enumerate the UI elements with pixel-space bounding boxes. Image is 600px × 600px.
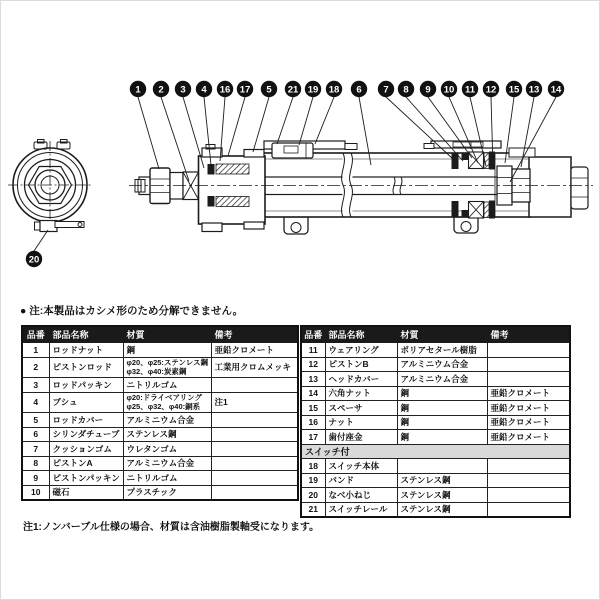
part-material: アルミニウム合金 [397,357,487,372]
part-remark [211,485,298,500]
part-name: ロッドパッキン [49,378,123,393]
callout-number: 9 [425,84,431,96]
part-name: ヘッドカバー [325,372,397,387]
part-row [301,386,570,401]
callout-number: 17 [239,84,251,96]
callout-number: 19 [307,84,319,96]
part-no: 17 [301,430,325,445]
callout-number: 3 [180,84,186,96]
callout-number: 14 [550,84,562,96]
part-no: 2 [22,357,49,378]
part-remark [487,372,570,387]
part-remark [211,427,298,442]
part-no: 14 [301,386,325,401]
callout-number: 21 [287,84,299,96]
part-material: ウレタンゴム [123,442,211,457]
switch-band-label: スイッチ付 [301,444,570,459]
assembly-note [20,303,243,318]
column-header: 材質 [123,326,211,343]
part-row [22,485,298,500]
part-material: ステンレス鋼 [123,427,211,442]
part-no: 12 [301,357,325,372]
part-no: 18 [301,459,325,474]
part-name: ピストンA [49,456,123,471]
part-row [22,343,298,358]
part-name: 歯付座金 [325,430,397,445]
part-material: ステンレス鋼 [397,502,487,517]
part-row [22,392,298,413]
end-view [8,140,93,232]
switch-bracket [40,221,57,232]
column-header: 材質 [397,326,487,343]
callout-number: 20 [28,254,40,266]
part-name: ナット [325,415,397,430]
callout-number: 7 [383,84,389,96]
part-no: 15 [301,401,325,416]
part-remark [211,442,298,457]
part-no: 11 [301,343,325,358]
part-no: 20 [301,488,325,503]
part-row [22,442,298,457]
part-remark [487,459,570,474]
part-material: 鋼 [397,386,487,401]
part-material: 鋼 [397,415,487,430]
part-row [22,427,298,442]
part-name: スイッチレール [325,502,397,517]
part-material: φ20、φ25:ステンレス鋼 φ32、φ40:炭素鋼 [123,357,211,378]
parts-table-left [21,325,299,501]
part-no: 8 [22,456,49,471]
column-header: 備考 [487,326,570,343]
part-row [22,413,298,428]
part-row [301,401,570,416]
part-material: アルミニウム合金 [123,413,211,428]
part-row [301,502,570,517]
part-no: 1 [22,343,49,358]
part-no: 7 [22,442,49,457]
part-row [22,471,298,486]
part-remark: 亜鉛クロメート [487,401,570,416]
part-remark: 注1 [211,392,298,413]
column-header: 備考 [211,326,298,343]
part-name: ブシュ [49,392,123,413]
part-row [301,372,570,387]
part-remark: 亜鉛クロメート [487,430,570,445]
part-name: なべ小ねじ [325,488,397,503]
part-material [397,459,487,474]
parts-table-right [300,325,571,518]
callout-number: 5 [266,84,272,96]
part-no: 21 [301,502,325,517]
part-remark [487,488,570,503]
part-row [301,357,570,372]
switch-body [272,143,313,158]
part-name: ピストンパッキン [49,471,123,486]
part-remark [487,502,570,517]
part-no: 3 [22,378,49,393]
part-material: 鋼 [123,343,211,358]
callout-number: 12 [485,84,497,96]
column-header: 部品名称 [325,326,397,343]
part-remark [211,471,298,486]
column-header: 部品名称 [49,326,123,343]
part-name: バンド [325,473,397,488]
part-row [22,378,298,393]
part-remark: 工業用クロムメッキ [211,357,298,378]
part-name: ピストンロッド [49,357,123,378]
callout-number: 10 [443,84,455,96]
assembly-note-text: 注:本製品はカシメ形のため分解できません。 [29,305,244,317]
part-material: アルミニウム合金 [397,372,487,387]
part-no: 19 [301,473,325,488]
part-remark [487,473,570,488]
callout-number: 13 [528,84,540,96]
callout-number: 11 [464,84,476,96]
part-remark: 亜鉛クロメート [211,343,298,358]
part-row [22,456,298,471]
part-material: 鋼 [397,430,487,445]
part-material: 鋼 [397,401,487,416]
part-row [301,488,570,503]
part-material: ニトリルゴム [123,378,211,393]
callout-number: 4 [201,84,207,96]
column-header: 品番 [22,326,49,343]
part-row [301,343,570,358]
part-no: 9 [22,471,49,486]
switch-band-row [301,444,570,459]
callout-number: 8 [403,84,409,96]
callout-number: 15 [508,84,520,96]
column-header: 品番 [301,326,325,343]
part-no: 10 [22,485,49,500]
part-row [301,415,570,430]
part-no: 6 [22,427,49,442]
part-no: 16 [301,415,325,430]
callout-21 [277,81,301,144]
part-no: 5 [22,413,49,428]
part-name: スイッチ本体 [325,459,397,474]
part-name: ピストンB [325,357,397,372]
header-row [301,326,570,343]
part-row [301,473,570,488]
part-material: プラスチック [123,485,211,500]
part-remark [211,456,298,471]
part-name: クッションゴム [49,442,123,457]
callout-19 [299,81,321,145]
part-name: ロッドナット [49,343,123,358]
part-no: 13 [301,372,325,387]
part-remark [487,343,570,358]
part-remark [487,357,570,372]
part-remark [211,378,298,393]
part-material: ステンレス鋼 [397,473,487,488]
part-row [301,459,570,474]
part-material: ステンレス鋼 [397,488,487,503]
part-material: ポリアセタール樹脂 [397,343,487,358]
part-row [22,357,298,378]
callout-number: 18 [328,84,340,96]
part-material: φ20:ドライベアリング φ25、φ32、φ40:銅系 [123,392,211,413]
bullet-icon: ● [20,305,27,317]
callout-number: 2 [158,84,164,96]
mounting-foot-right [454,217,478,233]
part-name: ウェアリング [325,343,397,358]
part-no: 4 [22,392,49,413]
cylinder-diagram [1,1,600,316]
callout-number: 1 [135,84,141,96]
part-remark [211,413,298,428]
callout-number: 16 [219,84,231,96]
part-remark: 亜鉛クロメート [487,386,570,401]
part-remark: 亜鉛クロメート [487,415,570,430]
part-material: ニトリルゴム [123,471,211,486]
footnote: 注1:ノンバーブル仕様の場合、材質は含油樹脂製軸受になります。 [23,522,320,533]
part-name: ロッドカバー [49,413,123,428]
part-material: アルミニウム合金 [123,456,211,471]
part-name: 六角ナット [325,386,397,401]
callout-20 [26,230,48,267]
head-cover [529,157,571,217]
mounting-foot-left [284,217,308,234]
part-row [301,430,570,445]
part-name: シリンダチューブ [49,427,123,442]
part-name: 磁石 [49,485,123,500]
callout-number: 6 [356,84,362,96]
header-row [22,326,298,343]
part-name: スペーサ [325,401,397,416]
